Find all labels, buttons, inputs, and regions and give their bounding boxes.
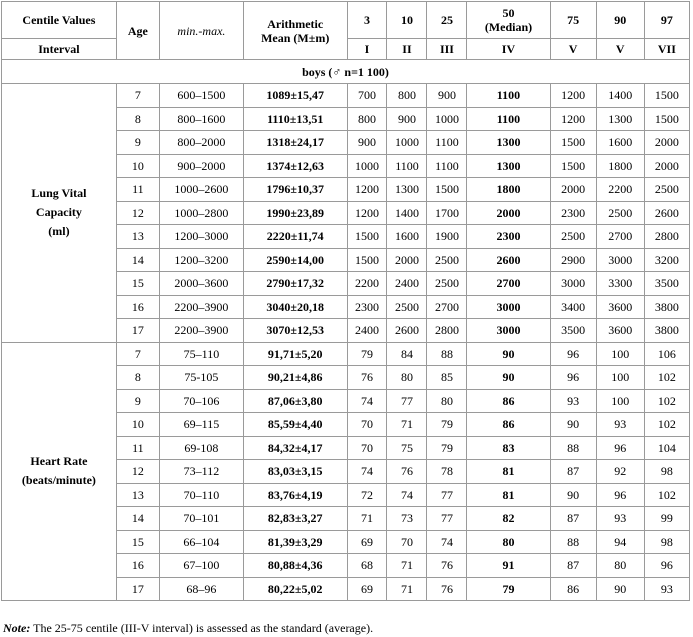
centile-97-cell: 102 [644,366,689,390]
age-cell: 12 [116,460,159,484]
centile-25-cell: 77 [427,507,467,531]
header-centile-50-value: 50 [502,6,515,20]
centile-10-cell: 71 [387,577,427,601]
centile-10-cell: 2400 [387,272,427,296]
age-cell: 15 [116,272,159,296]
centile-75-cell: 3400 [550,295,596,319]
centile-25-cell: 77 [427,483,467,507]
section-label [2,342,117,601]
centile-75-cell: 86 [550,577,596,601]
centile-50-cell: 2700 [467,272,550,296]
centile-97-cell: 3500 [644,272,689,296]
centile-25-cell: 74 [427,530,467,554]
centile-10-cell: 77 [387,389,427,413]
age-cell: 13 [116,225,159,249]
centile-3-cell: 71 [347,507,387,531]
range-cell: 70–110 [159,483,243,507]
header-centile-50 [467,2,550,39]
centile-25-cell: 85 [427,366,467,390]
table-row [2,342,690,366]
centile-75-cell: 87 [550,507,596,531]
centile-90-cell: 94 [596,530,644,554]
section-label-line: (ml) [48,224,70,239]
centile-75-cell: 88 [550,436,596,460]
range-cell: 70–106 [159,389,243,413]
age-cell: 11 [116,178,159,202]
centile-97-cell: 3200 [644,248,689,272]
centile-3-cell: 76 [347,366,387,390]
centile-25-cell: 1900 [427,225,467,249]
centile-90-cell: 3600 [596,295,644,319]
age-cell: 16 [116,295,159,319]
age-cell: 10 [116,154,159,178]
centile-10-cell: 1600 [387,225,427,249]
centile-75-cell: 90 [550,413,596,437]
header-interval-5: V [550,39,596,60]
range-cell: 69-108 [159,436,243,460]
centile-10-cell: 74 [387,483,427,507]
centile-50-cell: 2600 [467,248,550,272]
centile-90-cell: 1300 [596,107,644,131]
centile-25-cell: 900 [427,84,467,108]
centile-10-cell: 76 [387,460,427,484]
section-label-line: Capacity [35,205,82,220]
centile-10-cell: 800 [387,84,427,108]
centile-75-cell: 3500 [550,319,596,343]
age-cell: 17 [116,319,159,343]
centile-25-cell: 2700 [427,295,467,319]
centile-25-cell: 88 [427,342,467,366]
centile-50-cell: 90 [467,342,550,366]
centile-table-container [1,1,690,601]
centile-10-cell: 75 [387,436,427,460]
centile-25-cell: 80 [427,389,467,413]
header-mean [243,2,347,60]
range-cell: 68–96 [159,577,243,601]
centile-97-cell: 1500 [644,84,689,108]
centile-90-cell: 3300 [596,272,644,296]
centile-97-cell: 2500 [644,178,689,202]
mean-cell: 1089±15,47 [243,84,347,108]
centile-50-cell: 1300 [467,154,550,178]
age-cell: 8 [116,366,159,390]
centile-3-cell: 2200 [347,272,387,296]
centile-75-cell: 2500 [550,225,596,249]
centile-97-cell: 106 [644,342,689,366]
section-label [2,84,117,343]
centile-10-cell: 1000 [387,131,427,155]
age-cell: 14 [116,248,159,272]
centile-97-cell: 102 [644,389,689,413]
header-interval: Interval [2,39,117,60]
centile-3-cell: 1000 [347,154,387,178]
centile-75-cell: 87 [550,460,596,484]
centile-3-cell: 70 [347,413,387,437]
section-label-line: Heart Rate [30,454,88,469]
centile-50-cell: 3000 [467,295,550,319]
header-interval-1: I [347,39,387,60]
header-interval-4: IV [467,39,550,60]
centile-75-cell: 88 [550,530,596,554]
centile-97-cell: 99 [644,507,689,531]
centile-3-cell: 68 [347,554,387,578]
header-mean-line1: Arithmetic [267,16,324,31]
centile-75-cell: 2300 [550,201,596,225]
centile-97-cell: 2000 [644,131,689,155]
table-note [3,621,373,636]
centile-50-cell: 83 [467,436,550,460]
mean-cell: 81,39±3,29 [243,530,347,554]
range-cell: 1200–3000 [159,225,243,249]
centile-90-cell: 100 [596,366,644,390]
centile-75-cell: 1200 [550,84,596,108]
header-interval-6: V [596,39,644,60]
header-centile-10: 10 [387,2,427,39]
centile-50-cell: 86 [467,413,550,437]
centile-10-cell: 70 [387,530,427,554]
mean-cell: 1796±10,37 [243,178,347,202]
age-cell: 12 [116,201,159,225]
mean-cell: 80,88±4,36 [243,554,347,578]
centile-10-cell: 2000 [387,248,427,272]
centile-75-cell: 2000 [550,178,596,202]
centile-97-cell: 104 [644,436,689,460]
table-body [2,60,690,601]
centile-3-cell: 79 [347,342,387,366]
mean-cell: 85,59±4,40 [243,413,347,437]
centile-90-cell: 92 [596,460,644,484]
centile-50-cell: 80 [467,530,550,554]
mean-cell: 91,71±5,20 [243,342,347,366]
range-cell: 1000–2800 [159,201,243,225]
centile-50-cell: 86 [467,389,550,413]
header-centile-75: 75 [550,2,596,39]
centile-10-cell: 1300 [387,178,427,202]
centile-90-cell: 93 [596,507,644,531]
centile-3-cell: 2300 [347,295,387,319]
centile-10-cell: 2600 [387,319,427,343]
centile-97-cell: 98 [644,530,689,554]
centile-10-cell: 1400 [387,201,427,225]
centile-50-cell: 1100 [467,107,550,131]
group-label: boys (♂ n=1 100) [2,60,690,84]
centile-90-cell: 100 [596,342,644,366]
centile-25-cell: 2500 [427,248,467,272]
centile-75-cell: 1200 [550,107,596,131]
section-label-line: (beats/minute) [21,473,96,488]
range-cell: 600–1500 [159,84,243,108]
centile-25-cell: 79 [427,413,467,437]
centile-10-cell: 71 [387,413,427,437]
centile-90-cell: 96 [596,483,644,507]
centile-97-cell: 3800 [644,319,689,343]
range-cell: 66–104 [159,530,243,554]
centile-25-cell: 1100 [427,154,467,178]
range-cell: 2000–3600 [159,272,243,296]
centile-90-cell: 80 [596,554,644,578]
age-cell: 9 [116,131,159,155]
centile-3-cell: 900 [347,131,387,155]
centile-25-cell: 76 [427,577,467,601]
centile-25-cell: 79 [427,436,467,460]
mean-cell: 2590±14,00 [243,248,347,272]
mean-cell: 90,21±4,86 [243,366,347,390]
range-cell: 75–110 [159,342,243,366]
centile-50-cell: 2000 [467,201,550,225]
centile-50-cell: 81 [467,483,550,507]
header-centile-25: 25 [427,2,467,39]
header-centile-values: Centile Values [2,2,117,39]
header-centile-90: 90 [596,2,644,39]
range-cell: 800–2000 [159,131,243,155]
range-cell: 1200–3200 [159,248,243,272]
centile-90-cell: 3600 [596,319,644,343]
centile-90-cell: 100 [596,389,644,413]
centile-75-cell: 93 [550,389,596,413]
note-text: The 25-75 centile (III-V interval) is assessed as the standard (average). [30,621,374,635]
mean-cell: 87,06±3,80 [243,389,347,413]
age-cell: 15 [116,530,159,554]
centile-75-cell: 1500 [550,131,596,155]
mean-cell: 1990±23,89 [243,201,347,225]
centile-3-cell: 74 [347,389,387,413]
centile-50-cell: 79 [467,577,550,601]
centile-50-cell: 91 [467,554,550,578]
centile-3-cell: 72 [347,483,387,507]
range-cell: 800–1600 [159,107,243,131]
centile-75-cell: 3000 [550,272,596,296]
centile-50-cell: 82 [467,507,550,531]
centile-25-cell: 2800 [427,319,467,343]
centile-97-cell: 102 [644,413,689,437]
mean-cell: 3070±12,53 [243,319,347,343]
mean-cell: 82,83±3,27 [243,507,347,531]
header-interval-2: II [387,39,427,60]
header-interval-3: III [427,39,467,60]
table-row [2,84,690,108]
centile-90-cell: 90 [596,577,644,601]
centile-90-cell: 1400 [596,84,644,108]
centile-50-cell: 1300 [467,131,550,155]
centile-10-cell: 2500 [387,295,427,319]
age-cell: 7 [116,84,159,108]
centile-table [1,1,690,601]
centile-90-cell: 2700 [596,225,644,249]
centile-90-cell: 96 [596,436,644,460]
range-cell: 73–112 [159,460,243,484]
centile-97-cell: 2600 [644,201,689,225]
range-cell: 70–101 [159,507,243,531]
centile-10-cell: 71 [387,554,427,578]
range-cell: 67–100 [159,554,243,578]
centile-3-cell: 2400 [347,319,387,343]
centile-50-cell: 90 [467,366,550,390]
centile-3-cell: 1200 [347,201,387,225]
centile-75-cell: 2900 [550,248,596,272]
centile-3-cell: 1200 [347,178,387,202]
age-cell: 11 [116,436,159,460]
centile-3-cell: 1500 [347,248,387,272]
centile-75-cell: 1500 [550,154,596,178]
header-centile-3: 3 [347,2,387,39]
centile-97-cell: 96 [644,554,689,578]
centile-50-cell: 3000 [467,319,550,343]
centile-97-cell: 1500 [644,107,689,131]
centile-25-cell: 78 [427,460,467,484]
centile-25-cell: 1000 [427,107,467,131]
centile-3-cell: 700 [347,84,387,108]
centile-3-cell: 69 [347,577,387,601]
header-centile-97: 97 [644,2,689,39]
centile-90-cell: 1600 [596,131,644,155]
header-row-centiles [2,2,690,39]
range-cell: 2200–3900 [159,295,243,319]
range-cell: 75-105 [159,366,243,390]
range-cell: 2200–3900 [159,319,243,343]
range-cell: 900–2000 [159,154,243,178]
age-cell: 17 [116,577,159,601]
note-label: Note: [3,621,31,635]
mean-cell: 83,76±4,19 [243,483,347,507]
centile-75-cell: 90 [550,483,596,507]
centile-10-cell: 900 [387,107,427,131]
range-cell: 69–115 [159,413,243,437]
centile-50-cell: 1800 [467,178,550,202]
mean-cell: 1318±24,17 [243,131,347,155]
centile-50-cell: 81 [467,460,550,484]
centile-50-cell: 1100 [467,84,550,108]
centile-3-cell: 69 [347,530,387,554]
centile-75-cell: 96 [550,366,596,390]
centile-90-cell: 93 [596,413,644,437]
age-cell: 7 [116,342,159,366]
centile-90-cell: 3000 [596,248,644,272]
centile-25-cell: 1700 [427,201,467,225]
mean-cell: 83,03±3,15 [243,460,347,484]
age-cell: 10 [116,413,159,437]
header-minmax: min.-max. [159,2,243,60]
age-cell: 9 [116,389,159,413]
header-median-label: (Median) [484,20,533,34]
centile-97-cell: 93 [644,577,689,601]
centile-90-cell: 2200 [596,178,644,202]
centile-10-cell: 1100 [387,154,427,178]
centile-25-cell: 76 [427,554,467,578]
section-label-line: Lung Vital [31,186,87,201]
centile-3-cell: 70 [347,436,387,460]
centile-10-cell: 73 [387,507,427,531]
mean-cell: 1110±13,51 [243,107,347,131]
centile-25-cell: 1100 [427,131,467,155]
mean-cell: 84,32±4,17 [243,436,347,460]
centile-90-cell: 1800 [596,154,644,178]
range-cell: 1000–2600 [159,178,243,202]
centile-3-cell: 1500 [347,225,387,249]
centile-97-cell: 102 [644,483,689,507]
centile-10-cell: 84 [387,342,427,366]
centile-10-cell: 80 [387,366,427,390]
centile-75-cell: 87 [550,554,596,578]
header-age: Age [116,2,159,60]
mean-cell: 1374±12,63 [243,154,347,178]
centile-3-cell: 800 [347,107,387,131]
header-mean-line2: Mean (M±m) [261,30,330,45]
centile-97-cell: 3800 [644,295,689,319]
centile-50-cell: 2300 [467,225,550,249]
header-interval-7: VII [644,39,689,60]
mean-cell: 3040±20,18 [243,295,347,319]
age-cell: 16 [116,554,159,578]
centile-25-cell: 1500 [427,178,467,202]
centile-97-cell: 98 [644,460,689,484]
centile-97-cell: 2800 [644,225,689,249]
centile-25-cell: 2500 [427,272,467,296]
age-cell: 8 [116,107,159,131]
mean-cell: 2220±11,74 [243,225,347,249]
mean-cell: 80,22±5,02 [243,577,347,601]
centile-75-cell: 96 [550,342,596,366]
age-cell: 13 [116,483,159,507]
centile-90-cell: 2500 [596,201,644,225]
centile-3-cell: 74 [347,460,387,484]
mean-cell: 2790±17,32 [243,272,347,296]
centile-97-cell: 2000 [644,154,689,178]
group-row [2,60,690,84]
age-cell: 14 [116,507,159,531]
